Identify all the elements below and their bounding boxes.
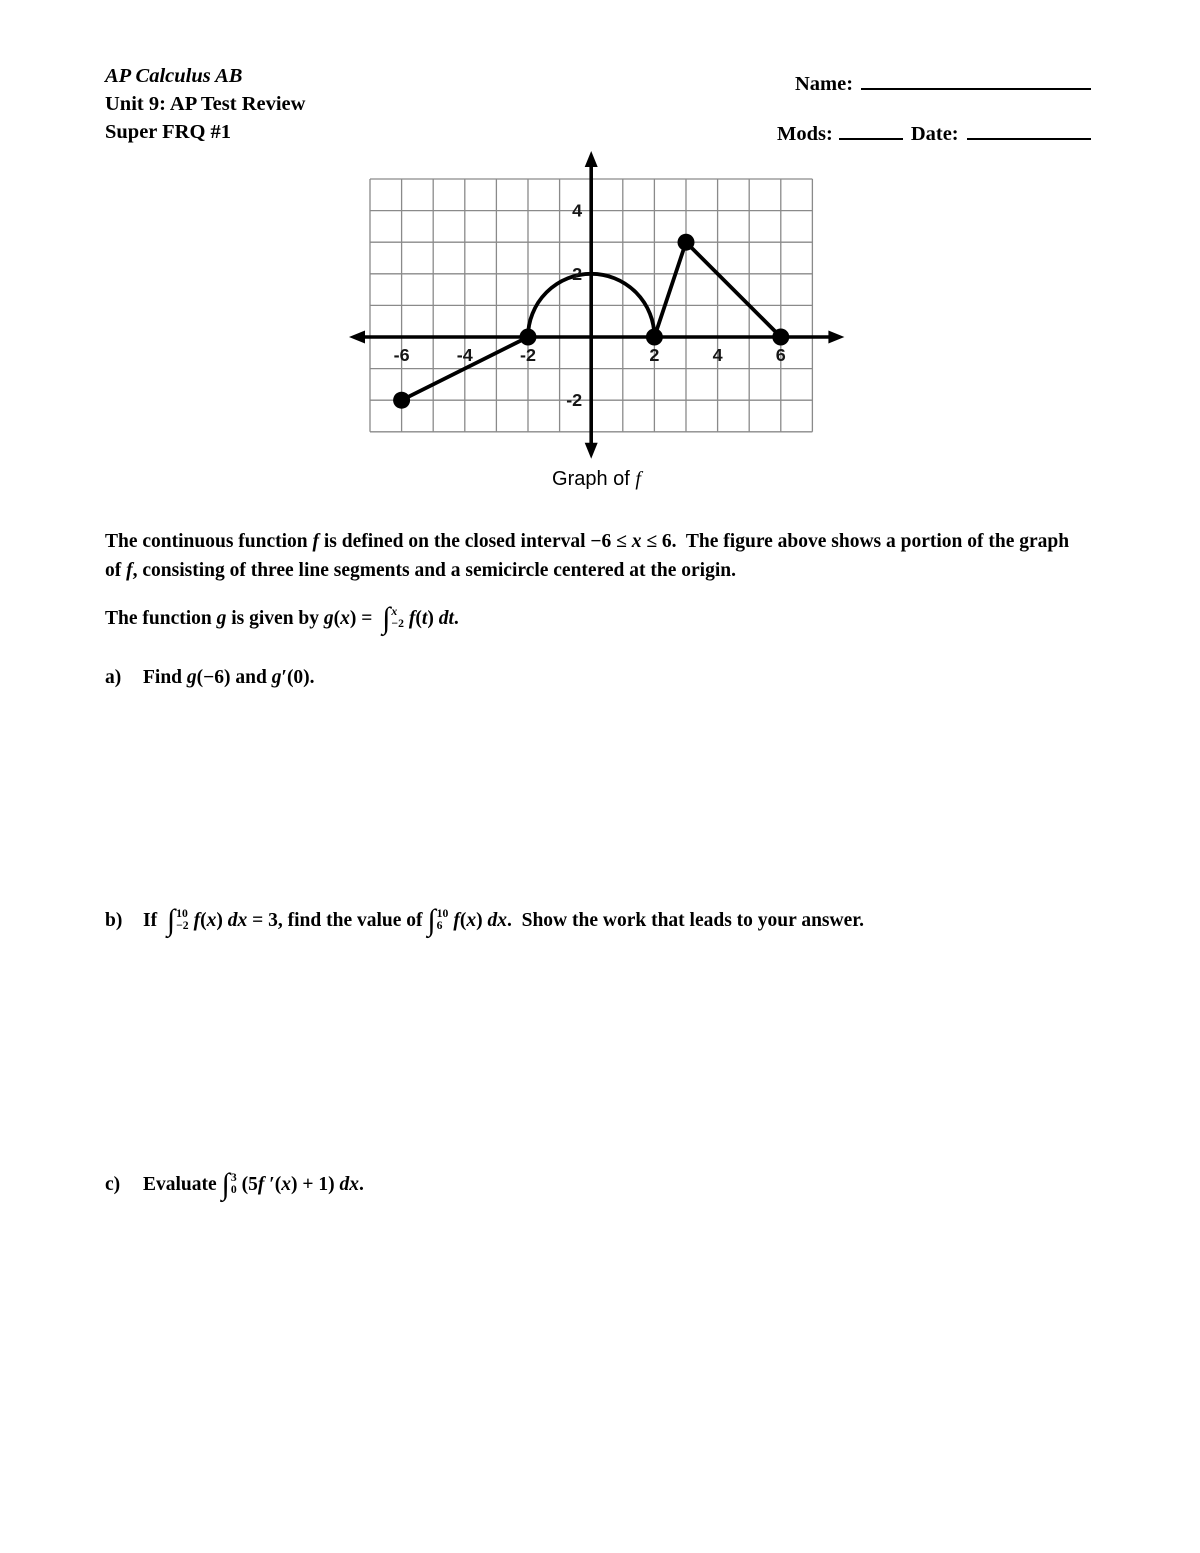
- part-b: [105, 902, 1105, 937]
- date-label: Date:: [910, 123, 959, 145]
- svg-text:2: 2: [649, 344, 660, 365]
- svg-text:-2: -2: [566, 390, 583, 411]
- name-blank-line: [861, 68, 1091, 90]
- svg-text:-2: -2: [519, 344, 536, 365]
- name-label: Name:: [795, 73, 854, 95]
- part-a-label: a): [105, 667, 122, 688]
- part-b-text: If ∫ 10 −2 f(x) dx = 3, find the value of ∫ 10 6 f(x) dx. Show the work that leads to your answer.: [143, 902, 864, 937]
- svg-text:4: 4: [572, 200, 583, 221]
- course-title: AP Calculus AB: [105, 65, 243, 87]
- assignment-title: Super FRQ #1: [105, 121, 232, 143]
- part-c-text: Evaluate ∫ 3 0 (5f ′(x) + 1) dx.: [143, 1166, 364, 1201]
- unit-title: Unit 9: AP Test Review: [105, 93, 306, 115]
- svg-text:6: 6: [775, 344, 786, 365]
- mods-blank-line: [839, 118, 903, 140]
- svg-text:2: 2: [572, 263, 583, 284]
- svg-text:-4: -4: [456, 344, 473, 365]
- mods-label: Mods:: [777, 123, 833, 145]
- problem-intro: The continuous function f is defined on the closed interval −6 ≤ x ≤ 6. The figure above shows a portion of the graph of f, consisting of three line segments and a semicircle centered at the origin.: [105, 531, 1070, 581]
- part-c-label: c): [105, 1174, 121, 1195]
- name-field-row: [795, 68, 1091, 96]
- date-blank-line: [967, 118, 1091, 140]
- mods-date-row: [777, 118, 1091, 146]
- graph-figure: [348, 150, 845, 460]
- part-c: [105, 1166, 1105, 1201]
- g-definition: The function g is given by g(x) = ∫ x −2 f(t) dt.: [105, 600, 459, 635]
- svg-text:-6: -6: [393, 344, 410, 365]
- part-b-label: b): [105, 910, 123, 931]
- part-a: [105, 663, 1105, 692]
- graph-caption: Graph of f: [552, 468, 641, 490]
- header-left: [105, 62, 305, 146]
- part-a-text: Find g(−6) and g′(0).: [143, 667, 315, 688]
- svg-text:4: 4: [712, 344, 723, 365]
